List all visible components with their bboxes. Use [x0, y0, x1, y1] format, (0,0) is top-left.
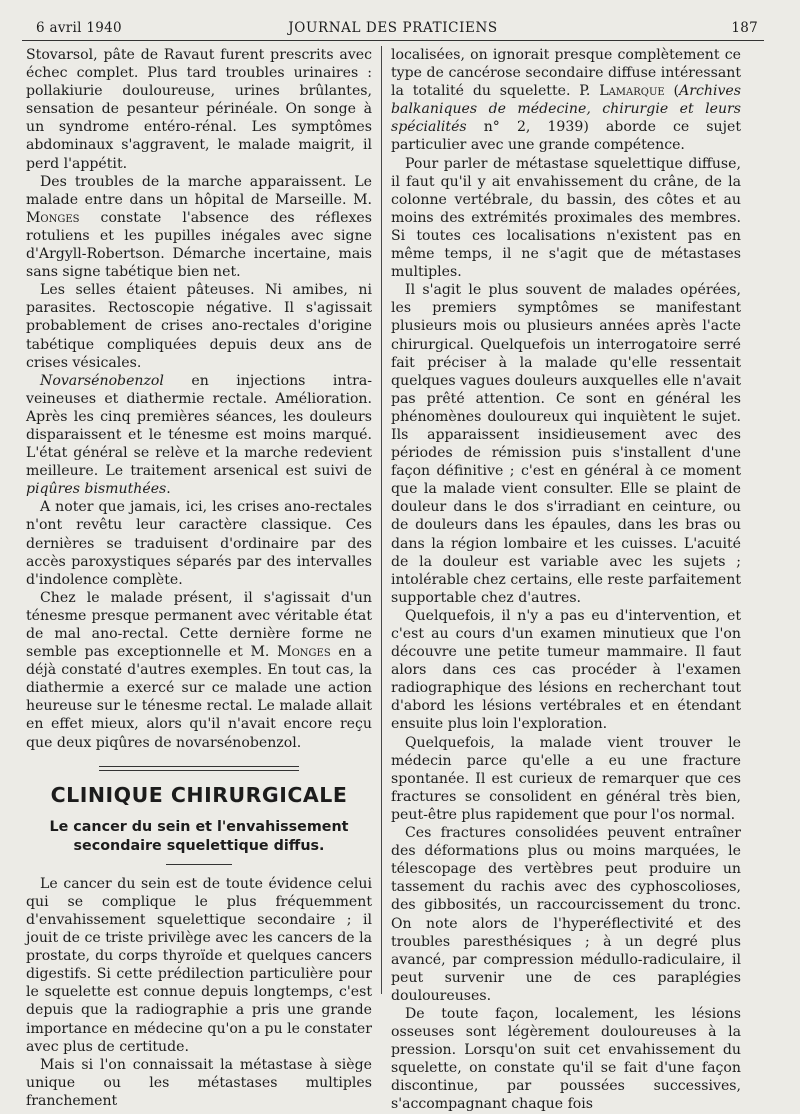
paragraph: Les selles étaient pâteuses. Ni amibes, ni parasites. Rectoscopie négative. Il s'agissait probablement de crises ano-rectales d'origine tabétique compliquées depuis deux ans de crises vésicales. — [26, 282, 372, 371]
header-journal-title: JOURNAL DES PRATICIENS — [288, 20, 498, 36]
paragraph: A noter que jamais, ici, les crises ano-rectales n'ont revêtu leur caractère classique. Ces dernières se traduisent d'ordinaire par des accès paroxystiques séparés par des intervalles d'indolence complète. — [26, 499, 372, 588]
left-column — [26, 46, 372, 1110]
section-separator — [99, 766, 299, 771]
paragraph: Le cancer du sein est de toute évidence celui qui se complique le plus fréquemment d'envahissement squelettique secondaire ; il jouit de ce triste privilège avec les cancers de la prostate, du corps thyroïde et quelques cancers digestifs. Si cette prédilection particulière pour le squelette est connue depuis longtemps, c'est depuis que la radiographie a pris une grande importance en médecine qu'on a pu le constater avec plus de certitude. — [26, 875, 372, 1055]
journal-citation: Archives balkaniques de médecine, chirurgie et leurs spécialités — [391, 83, 741, 136]
paragraph: Novarsénobenzol en injections intra-veineuses et diathermie rectale. Amélioration. Après les cinq premières séances, les douleurs disparaissent et le ténesme est moins marqué. L'état général se relève et la marche redevient meilleure. Le traitement arsenical est suivi de piqûres bismuthées. — [26, 372, 372, 498]
author-name: Monges — [277, 644, 331, 661]
paragraph: Pour parler de métastase squelettique diffuse, il faut qu'il y ait envahissement du crâne, de la colonne vertébrale, du bassin, des côtes et au moins des extrémités proximales des membres. Si toutes ces localisations n'existent pas en même temps, il ne s'agit que de métastases multiples. — [391, 155, 741, 281]
paragraph: Chez le malade présent, il s'agissait d'un ténesme presque permanent avec véritable état de mal ano-rectal. Cette dernière forme ne semble pas exceptionnelle et M. Monges en a déjà constaté d'autres exemples. En tout cas, la diathermie a exercé sur ce malade une action heureuse sur le ténesme rectal. Le malade allait en effet mieux, alors qu'il n'avait encore reçu que deux piqûres de novarsénobenzol. — [26, 589, 372, 751]
paragraph: Quelquefois, la malade vient trouver le médecin parce qu'elle a eu une fracture spontanée. Il est curieux de remarquer que ces fractures se consolident en général très bien, peut-être plus rapidement que pour l'os normal. — [391, 734, 741, 823]
author-name: Lamarque — [599, 83, 665, 100]
paragraph: De toute façon, localement, les lésions osseuses sont légèrement douloureuses à la pression. Lorsqu'on suit cet envahissement du squelette, on constate qu'il se fait d'une façon discontinue, par poussées successives, s'accompagnant chaque fois — [391, 1005, 741, 1113]
paragraph: localisées, on ignorait presque complètement ce type de cancérose secondaire diffuse intéressant la totalité du squelette. P. Lamarque (Archives balkaniques de médecine, chirurgie et leurs spécialités n° 2, 1939) aborde ce sujet particulier avec une grande compétence. — [391, 47, 741, 154]
article-title: Le cancer du sein et l'envahissement secondaire squelettique diffus. — [49, 818, 349, 854]
author-name: Monges — [26, 209, 80, 226]
title-rule — [166, 864, 232, 865]
section-title: CLINIQUE CHIRURGICALE — [50, 782, 348, 807]
paragraph: Quelquefois, il n'y a pas eu d'intervention, et c'est au cours d'un examen minutieux que l'on découvre une petite tumeur mammaire. Il faut alors dans ces cas procéder à l'examen radiographique des lésions en recherchant tout d'abord les lésions vertébrales et en étendant ensuite plus loin l'exploration. — [391, 607, 741, 733]
header-date: 6 avril 1940 — [36, 20, 122, 36]
paragraph: Stovarsol, pâte de Ravaut furent prescrits avec échec complet. Plus tard troubles urinaires : pollakiurie douloureuse, urines brûlantes, sensation de pesanteur périnéale. On songe à un syndrome entéro-rénal. Les symptômes abdominaux s'aggravent, le malade maigrit, il perd l'appétit. — [26, 47, 372, 172]
header-page-number: 187 — [731, 20, 758, 36]
paragraph: Mais si l'on connaissait la métastase à siège unique ou les métastases multiples franchement — [26, 1056, 372, 1109]
drug-name: Novarsénobenzol — [40, 372, 164, 389]
column-divider — [381, 46, 382, 994]
paragraph: Des troubles de la marche apparaissent. Le malade entre dans un hôpital de Marseille. M. Monges constate l'absence des réflexes rotuliens et les pupilles inégales avec signe d'Argyll-Robertson. Démarche incertaine, mais sans signe tabétique bien net. — [26, 173, 372, 281]
running-header — [22, 14, 764, 41]
paragraph: Il s'agit le plus souvent de malades opérées, les premiers symptômes se manifestant plusieurs mois ou plusieurs années après l'acte chirurgical. Quelquefois un interrogatoire serré fait préciser à la malade qu'elle ressentait quelques vagues douleurs auxquelles elle n'avait pas prêté attention. Ce sont en général les phénomènes douloureux qui inquiètent le sujet. Ils apparaissent insidieusement avec des périodes de rémission puis s'installent d'une façon définitive ; c'est en général à ce moment que la malade vient consulter. Elle se plaint de douleur dans le dos s'irradiant en ceinture, ou de douleurs dans les épaules, dans les bras ou dans la région lombaire et les cuisses. L'acuité de la douleur est variable avec les sujets ; intolérable chez certains, elle reste parfaitement supportable chez d'autres. — [391, 282, 741, 606]
right-column — [391, 46, 741, 1114]
paragraph: Ces fractures consolidées peuvent entraîner des déformations plus ou moins marquées, le télescopage des vertèbres peut produire un tassement du rachis avec des cyphoscolioses, des gibbosités, un raccourcissement du tronc. On note alors de l'hyperéflectivité et des troubles paresthésiques ; à un degré plus avancé, par compression médullo-radiculaire, il peut survenir une de ces paraplégies douloureuses. — [391, 825, 741, 1004]
